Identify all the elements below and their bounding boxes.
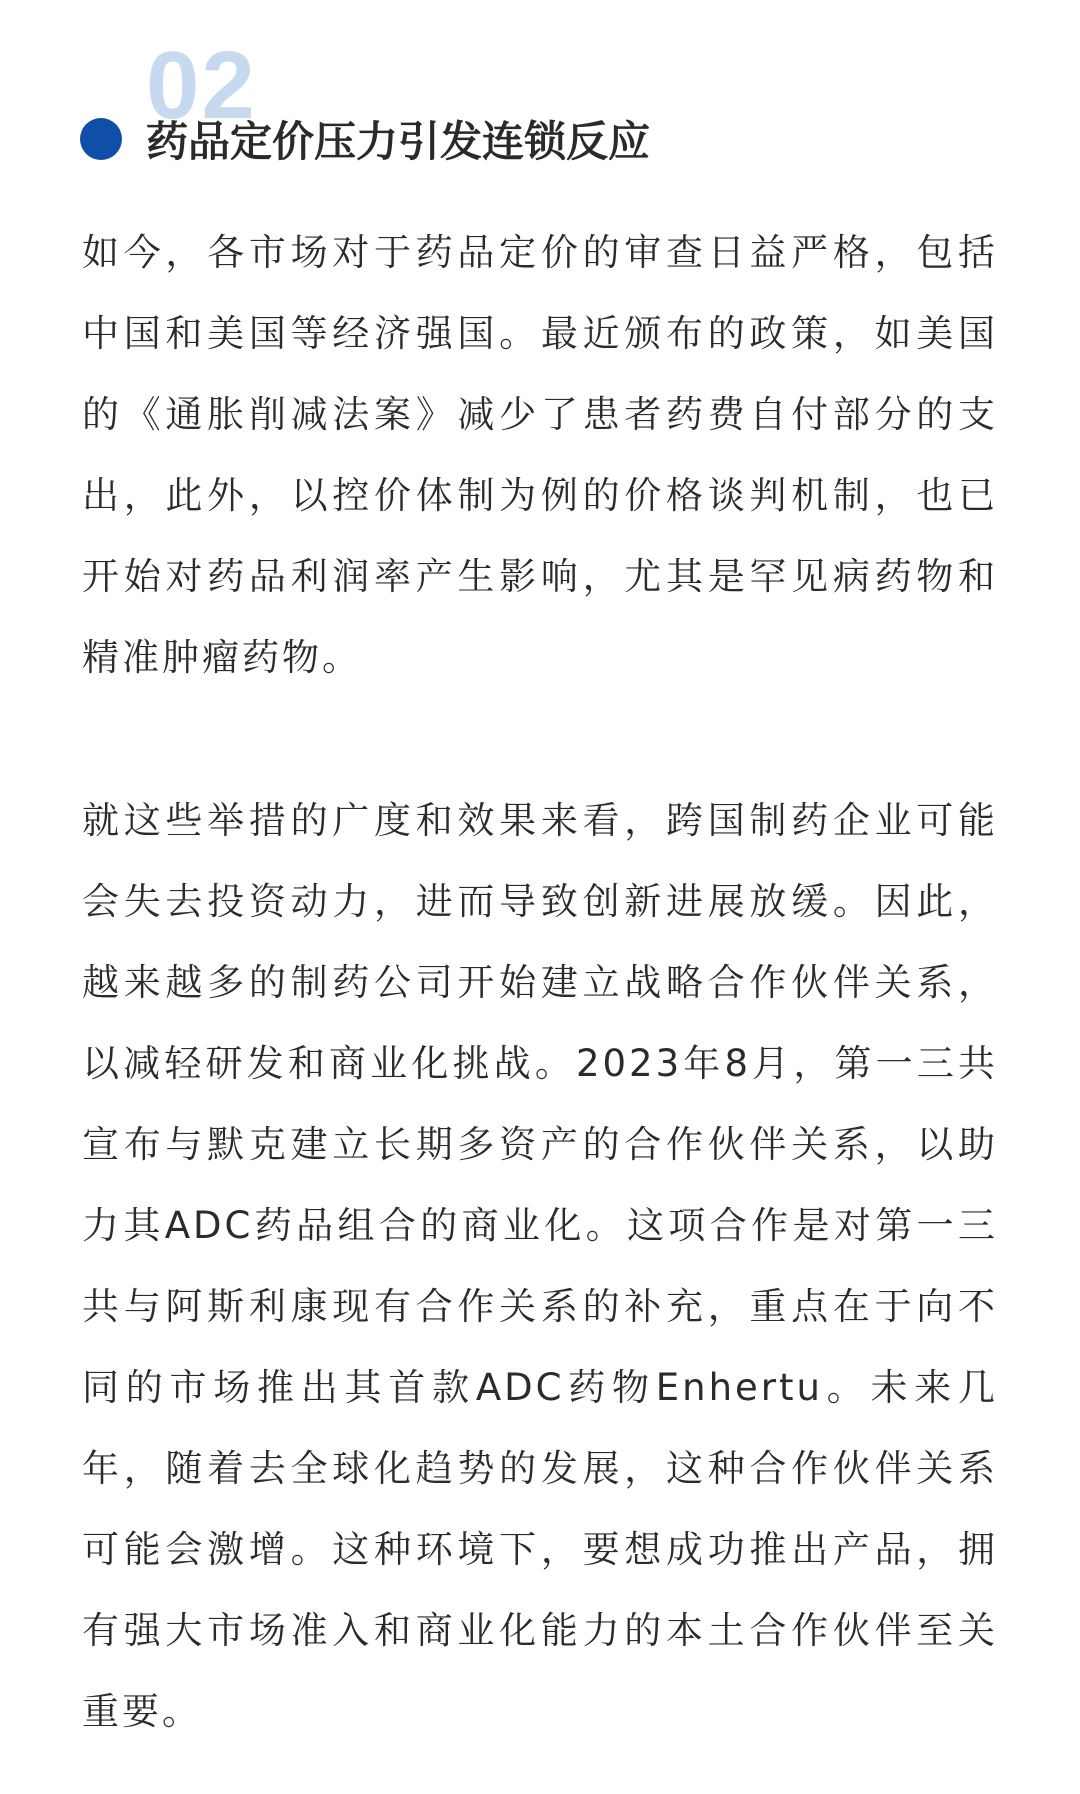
section-number: 02 xyxy=(146,32,257,139)
bullet-dot-icon xyxy=(80,118,122,160)
section-header xyxy=(0,0,1080,190)
body-paragraph-2: 就这些举措的广度和效果来看，跨国制药企业可能会失去投资动力，进而导致创新进展放缓。因此，越来越多的制药公司开始建立战略合作伙伴关系，以减轻研发和商业化挑战。2023年8月，第一三共宣布与默克建立长期多资产的合作伙伴关系，以助力其ADC药品组合的商业化。这项合作是对第一三共与阿斯利康现有合作关系的补充，重点在于向不同的市场推出其首款ADC药物Enhertu。未来几年，随着去全球化趋势的发展，这种合作伙伴关系可能会激增。这种环境下，要想成功推出产品，拥有强大市场准入和商业化能力的本土合作伙伴至关重要。 xyxy=(82,799,998,1733)
section-title: 药品定价压力引发连锁反应 xyxy=(146,117,651,166)
body-paragraph-1: 如今，各市场对于药品定价的审查日益严格，包括中国和美国等经济强国。最近颁布的政策，如美国的《通胀削减法案》减少了患者药费自付部分的支出，此外，以控价体制为例的价格谈判机制，也已开始对药品利润率产生影响，尤其是罕见病药物和精准肿瘤药物。 xyxy=(82,231,998,679)
